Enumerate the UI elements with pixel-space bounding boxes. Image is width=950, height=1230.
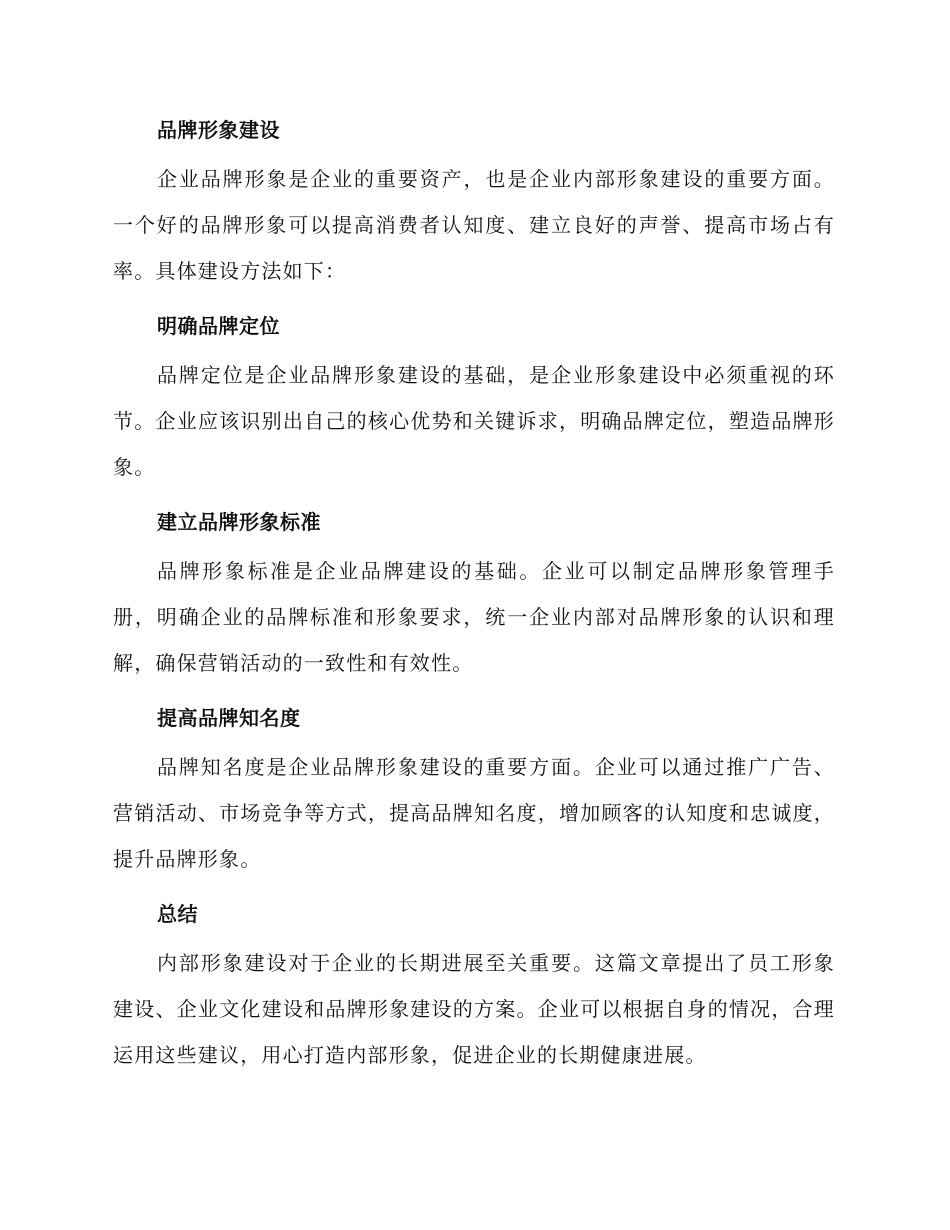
section-paragraph: 品牌定位是企业品牌形象建设的基础，是企业形象建设中必须重视的环节。企业应该识别出自己的核心优势和关键诉求，明确品牌定位，塑造品牌形象。: [113, 363, 835, 479]
section-heading: 提高品牌知名度: [157, 706, 301, 730]
section-heading: 总结: [157, 902, 198, 926]
section-paragraph: 品牌知名度是企业品牌形象建设的重要方面。企业可以通过推广广告、营销活动、市场竞争等方式，提高品牌知名度，增加顾客的认知度和忠诚度，提升品牌形象。: [113, 755, 835, 871]
document-page: [113, 110, 835, 1090]
section-brand-standards: [113, 502, 835, 686]
section-heading: 品牌形象建设: [157, 118, 280, 142]
section-heading: 建立品牌形象标准: [157, 510, 321, 534]
section-brand-awareness: [113, 698, 835, 882]
section-paragraph: 品牌形象标准是企业品牌建设的基础。企业可以制定品牌形象管理手册，明确企业的品牌标准和形象要求，统一企业内部对品牌形象的认识和理解，确保营销活动的一致性和有效性。: [113, 559, 835, 675]
section-brand-image: [113, 110, 835, 294]
section-paragraph: 企业品牌形象是企业的重要资产，也是企业内部形象建设的重要方面。一个好的品牌形象可以提高消费者认知度、建立良好的声誉、提高市场占有率。具体建设方法如下：: [113, 167, 835, 283]
section-paragraph: 内部形象建设对于企业的长期进展至关重要。这篇文章提出了员工形象建设、企业文化建设和品牌形象建设的方案。企业可以根据自身的情况，合理运用这些建议，用心打造内部形象，促进企业的长期健康进展。: [113, 951, 835, 1067]
section-summary: [113, 894, 835, 1078]
section-brand-positioning: [113, 306, 835, 490]
section-heading: 明确品牌定位: [157, 314, 280, 338]
